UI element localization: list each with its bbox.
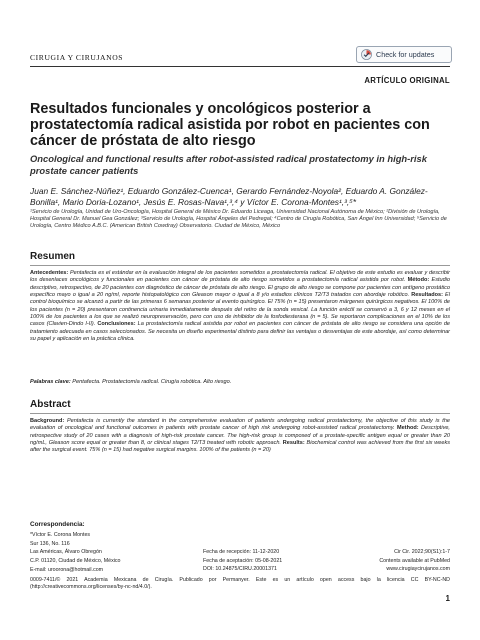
resumen-heading: Resumen xyxy=(30,251,76,262)
abstract-heading: Abstract xyxy=(30,399,71,410)
author-list: Juan E. Sánchez-Núñez¹, Eduardo González-Cuenca¹, Gerardo Fernández-Noyola², Eduardo A. González-Bonilla¹, Mario Doria-Lozano¹, Jesús E. Rosas-Nava¹,³,⁴ y Víctor E. Corona-Montes¹,³,⁵* xyxy=(30,186,428,207)
resultados-label: Resultados: xyxy=(411,292,443,299)
abstract-rule xyxy=(30,413,450,414)
method-label: Method: xyxy=(397,425,419,432)
correspondence-line: Las Américas, Álvaro Obregón xyxy=(30,549,102,556)
journal-name: CIRUGIA Y CIRUJANOS xyxy=(30,53,124,62)
correspondence-line: C.P. 01120, Ciudad de México, México xyxy=(30,558,121,565)
crossmark-icon xyxy=(361,49,372,60)
keywords xyxy=(30,379,450,385)
keywords-value: Pentafecta. Prostatectomía radical. Cirugía robótica. Alto riesgo. xyxy=(70,379,232,385)
page-number: 1 xyxy=(445,594,450,603)
background-text: Pentafecta is currently the standard in the comprehensive evaluation of patients undergoing radical prostatectomy, the objective of this study is the evaluation of oncological and functional outcomes in patients with prostate cancer of high risk undergoing robot-assisted radical prostatectomy. xyxy=(30,418,450,432)
correspondence-heading: Correspondencia: xyxy=(30,521,85,528)
abstract-body xyxy=(30,418,450,455)
pubmed-note: Contents available at PubMed xyxy=(379,557,450,564)
metodo-label: Método: xyxy=(407,277,430,284)
metodo-text: Estudio descriptivo, retrospectivo, de 20 pacientes con diagnóstico de cáncer de próstata de alto riesgo. El grupo de alto riesgo se compone por pacientes con antígeno prostático específico mayo o igual a 20 ng/ml, reporte histopatológico con Gleason mayor o igual a 8 y/o estadios clínicos T2/T3 tratados con abordaje robótico. xyxy=(30,277,450,299)
citation-line: Cir Cir. 2022;90(S1):1-7 xyxy=(394,549,450,555)
check-for-updates-button[interactable] xyxy=(356,46,452,63)
antecedentes-text: Pentafecta es el estándar en la evaluación integral de los pacientes sometidos a prostatectomía radical. El objetivo de este estudio es evaluar y describir los desenlaces oncológicos y funcionales en pacientes con cáncer de próstata de alto riesgo sometidos a prostatectomía radical asistida por robot. xyxy=(30,270,450,284)
citation-block xyxy=(379,548,450,574)
article-dates xyxy=(203,548,282,574)
correspondence-line: Sur 136, No. 116 xyxy=(30,540,70,547)
background-label: Background: xyxy=(30,418,65,424)
conclusiones-text: La prostatectomía radical asistida por robot en pacientes con cáncer de próstata de alto riesgo se considera una opción de tratamiento adecuada en casos seleccionados. Se necesita un diseño experimental distinto para definir las ventajas o desventajas de este abordaje, así como determinar su papel y aplicación en la práctica clínica. xyxy=(30,321,450,343)
author-affiliations: ¹Servicio de Urología, Unidad de Uro-Oncología, Hospital General de México Dr. Eduardo Liceaga, Universidad Nacional Autónoma de México; ²División de Urología, Hospital General Dr. Manuel Gea González; ³Servicio de Urología, Hospital Ángeles del Pedregal; ⁴Centro de Cirugía Robótica, San Ángel Inn Universidad; ⁵Servicio de Urología, Centro Médico A.B.C. (American British Cowdray) Observatorio. Ciudad de México, México xyxy=(30,209,447,230)
license-text: 0009-7411/© 2021 Academia Mexicana de Cirugía. Publicado por Permanyer. Este es un artículo open access bajo la licencia CC BY-NC-ND (http://creativecommons.org/licenses/by-nc-nd/4.0/). xyxy=(30,577,450,591)
results-label: Results: xyxy=(282,440,305,447)
correspondence-line: *Víctor E. Corona Montes xyxy=(30,532,91,538)
resultados-text: El control bioquímico se alcanzó a partir de las primeras 6 semanas posterior al evento quirúrgico. El 75% (n = 15) presentaron márgenes quirúrgicos negativos. El 100% de los pacientes (n = 20) presentaron continencia urinaria inmediatamente después del retiro de la sonda vesical. La función eréctil se conservó a 3, 6 y 12 meses en el 100% de los pacientes a los que se realizó neuropreservación, pero con uso de inhibidor de la fosfodiesterasa (n = 5). Se reportaron complicaciones en el 10% de los casos (Clavien-Dindo I-II). xyxy=(30,292,450,328)
correspondence-address xyxy=(30,531,121,575)
antecedentes-label: Antecedentes: xyxy=(30,270,69,276)
received-date: Fecha de recepción: 11-12-2020 xyxy=(203,549,280,555)
check-for-updates-label: Check for updates xyxy=(376,50,435,59)
resumen-body xyxy=(30,270,450,343)
header-rule xyxy=(30,66,450,67)
keywords-label: Palabras clave: xyxy=(30,379,71,385)
doi-link[interactable]: DOI: 10.24875/CIRU.20001371 xyxy=(203,566,277,573)
accepted-date: Fecha de aceptación: 05-08-2021 xyxy=(203,557,283,564)
resumen-rule xyxy=(30,265,450,266)
conclusiones-label: Conclusiones: xyxy=(97,321,136,328)
method-text: Descriptive, retrospective study of 20 cases with a diagnosis of high-risk prostate cancer. The high-risk group is composed of a prostate-specific antigen equal or greater than 20 ng/mL, Gleason score equal or greater than 8, or clinical stages T2/T3 treated with robotic approach. xyxy=(30,425,450,447)
article-title-spanish: Resultados funcionales y oncológicos posterior a prostatectomía radical asistida por robot en pacientes con cáncer de próstata de alto riesgo xyxy=(30,101,430,149)
results-text: Biochemical control was achieved from the first six weeks after the surgical event. 75% (n = 15) had negative surgical margins. 100% of the patients (n = 20) xyxy=(30,440,451,454)
journal-website-link[interactable]: www.cirugiaycirujanos.com xyxy=(386,566,450,573)
article-title-english: Oncological and functional results after robot-assisted radical prostatectomy in high-risk prostate cancer patients xyxy=(30,153,427,176)
article-type: ARTÍCULO ORIGINAL xyxy=(364,76,450,85)
correspondence-email[interactable]: E-mail: uroorona@hotmail.com xyxy=(30,566,104,573)
